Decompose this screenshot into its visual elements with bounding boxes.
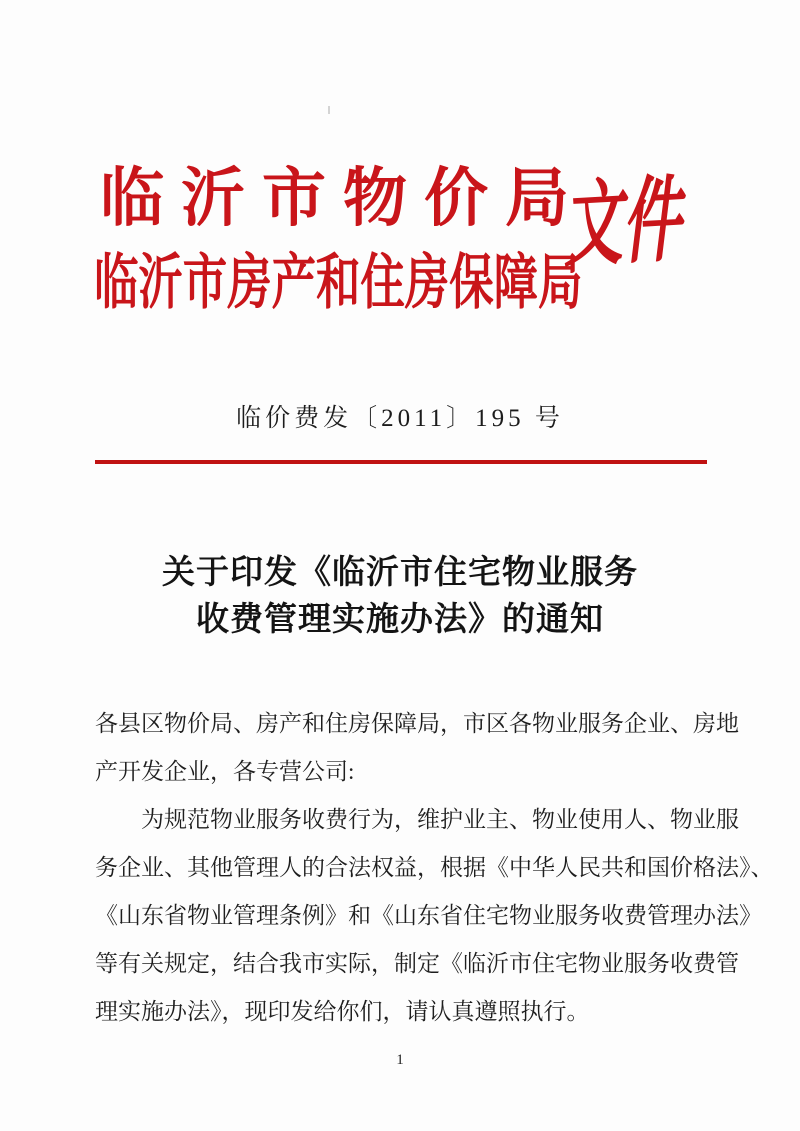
page-number: 1 [396,1052,404,1068]
scan-artifact [328,106,330,114]
document-number: 临价费发〔2011〕195 号 [236,405,564,432]
body-line-paragraph-3: 《山东省物业管理条例》和《山东省住宅物业服务收费管理办法》 [95,903,762,928]
doc-type-label: 文件 [561,168,692,279]
red-divider-line [95,460,707,464]
body-line-recipients-1: 各县区物价局、房产和住房保障局，市区各物业服务企业、房地 [95,711,739,736]
agency-name-primary: 临沂市物价局 [100,163,586,234]
body-line-paragraph-1: 为规范物业服务收费行为，维护业主、物业使用人、物业服 [141,807,739,832]
document-title [0,550,800,644]
document-body [95,700,774,1036]
body-line-paragraph-5: 理实施办法》，现印发给你们，请认真遵照执行。 [95,999,590,1024]
agency-name-secondary: 临沂市房产和住房保障局 [94,250,583,316]
body-line-paragraph-4: 等有关规定，结合我市实际，制定《临沂市住宅物业服务收费管 [95,951,739,976]
document-title-line1: 关于印发《临沂市住宅物业服务 [162,555,638,591]
body-line-recipients-2: 产开发企业，各专营公司: [95,759,355,784]
body-line-paragraph-2: 务企业、其他管理人的合法权益，根据《中华人民共和国价格法》、 [95,855,774,880]
document-title-line2: 收费管理实施办法》的通知 [196,602,604,638]
